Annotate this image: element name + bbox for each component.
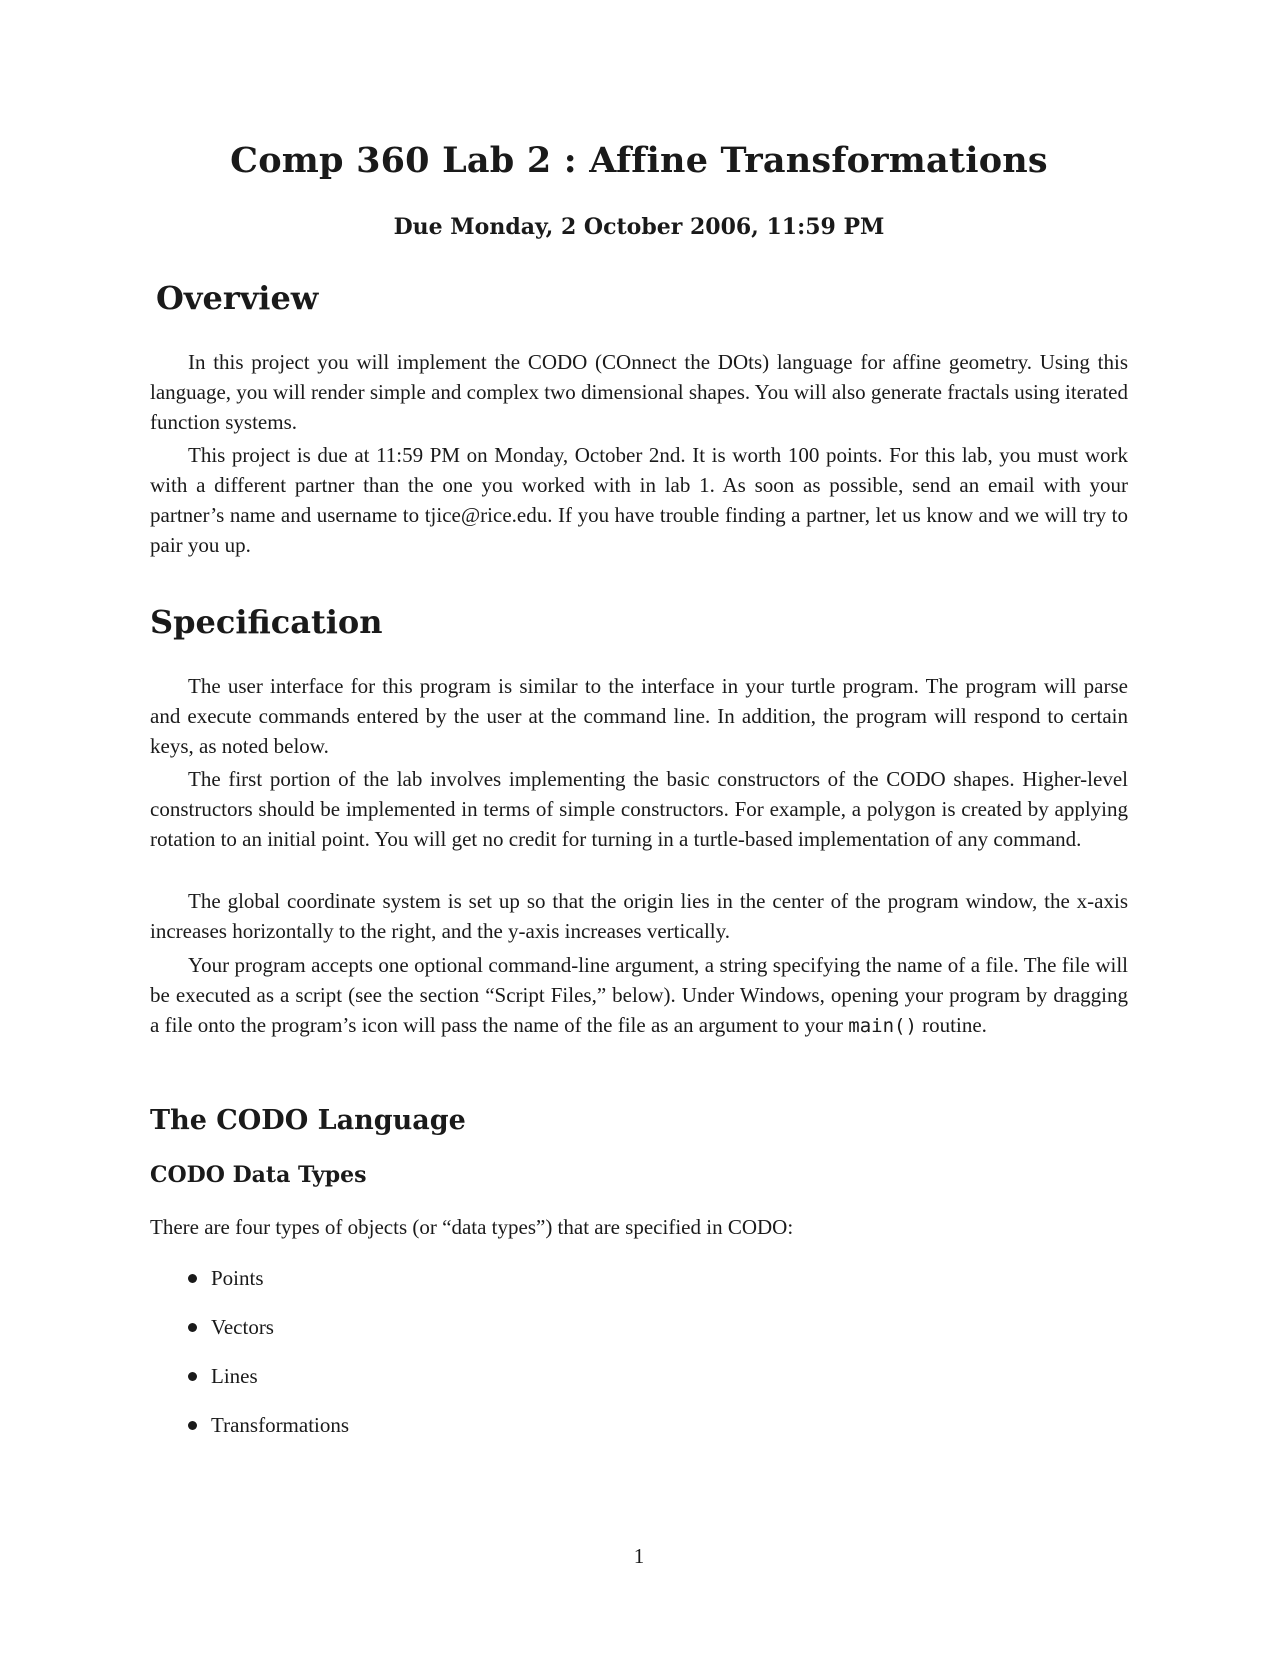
specification-paragraph-1: The user interface for this program is similar to the interface in your turtle program. The program will parse and execute commands entered by the user at the command line. In addition, the program will respond to certain keys, as noted below. xyxy=(150,674,1128,758)
list-item xyxy=(150,1312,349,1361)
data-types-intro: There are four types of objects (or “data types”) that are specified in CODO: xyxy=(150,1215,794,1239)
list-item-label: Lines xyxy=(211,1364,258,1388)
list-item-label: Points xyxy=(211,1266,264,1290)
bullet-icon xyxy=(188,1323,197,1332)
list-item xyxy=(150,1410,349,1459)
overview-heading: Overview xyxy=(156,279,319,317)
page-number: 1 xyxy=(633,1544,645,1568)
codo-language-heading: The CODO Language xyxy=(150,1105,466,1136)
bullet-icon xyxy=(188,1372,197,1381)
list-item xyxy=(150,1361,349,1410)
bullet-icon xyxy=(188,1274,197,1283)
paragraph-text: routine. xyxy=(916,1013,987,1037)
overview-paragraph-2: This project is due at 11:59 PM on Monday, October 2nd. It is worth 100 points. For this lab, you must work with a different partner than the one you worked with in lab 1. As soon as possible, send an email with your partner’s name and username to tjice@rice.edu. If you have trouble finding a partner, let us know and we will try to pair you up. xyxy=(150,443,1128,557)
document-title: Comp 360 Lab 2 : Affine Transformations xyxy=(230,140,1048,181)
list-item xyxy=(150,1263,349,1312)
main-function-code: main() xyxy=(848,1015,917,1037)
specification-heading: Specification xyxy=(150,603,383,641)
specification-paragraph-3: The global coordinate system is set up so that the origin lies in the center of the program window, the x-axis increases horizontally to the right, and the y-axis increases vertically. xyxy=(150,889,1128,943)
overview-paragraph-1: In this project you will implement the CODO (COnnect the DOts) language for affine geometry. Using this language, you will render simple and complex two dimensional shapes. You will also generate fractals using iterated function systems. xyxy=(150,350,1129,434)
data-types-list xyxy=(150,1263,349,1459)
bullet-icon xyxy=(188,1421,197,1430)
list-item-label: Transformations xyxy=(211,1413,350,1437)
list-item-label: Vectors xyxy=(211,1315,274,1339)
paragraph-text: Your program accepts one optional command-line argument, a string specifying the name of a file. The file will be executed as a script (see the section “Script Files,” below). Under Windows, opening your program by dragging a file onto the program’s icon will pass the name of the file as an argument to your xyxy=(150,953,1128,1037)
codo-data-types-heading: CODO Data Types xyxy=(150,1162,367,1188)
specification-paragraph-4 xyxy=(150,950,1128,1041)
specification-paragraph-2: The first portion of the lab involves implementing the basic constructors of the CODO shapes. Higher-level constructors should be implemented in terms of simple constructors. For example, a polygon is created by applying rotation to an initial point. You will get no credit for turning in a turtle-based implementation of any command. xyxy=(150,767,1128,851)
due-date: Due Monday, 2 October 2006, 11:59 PM xyxy=(393,214,885,240)
